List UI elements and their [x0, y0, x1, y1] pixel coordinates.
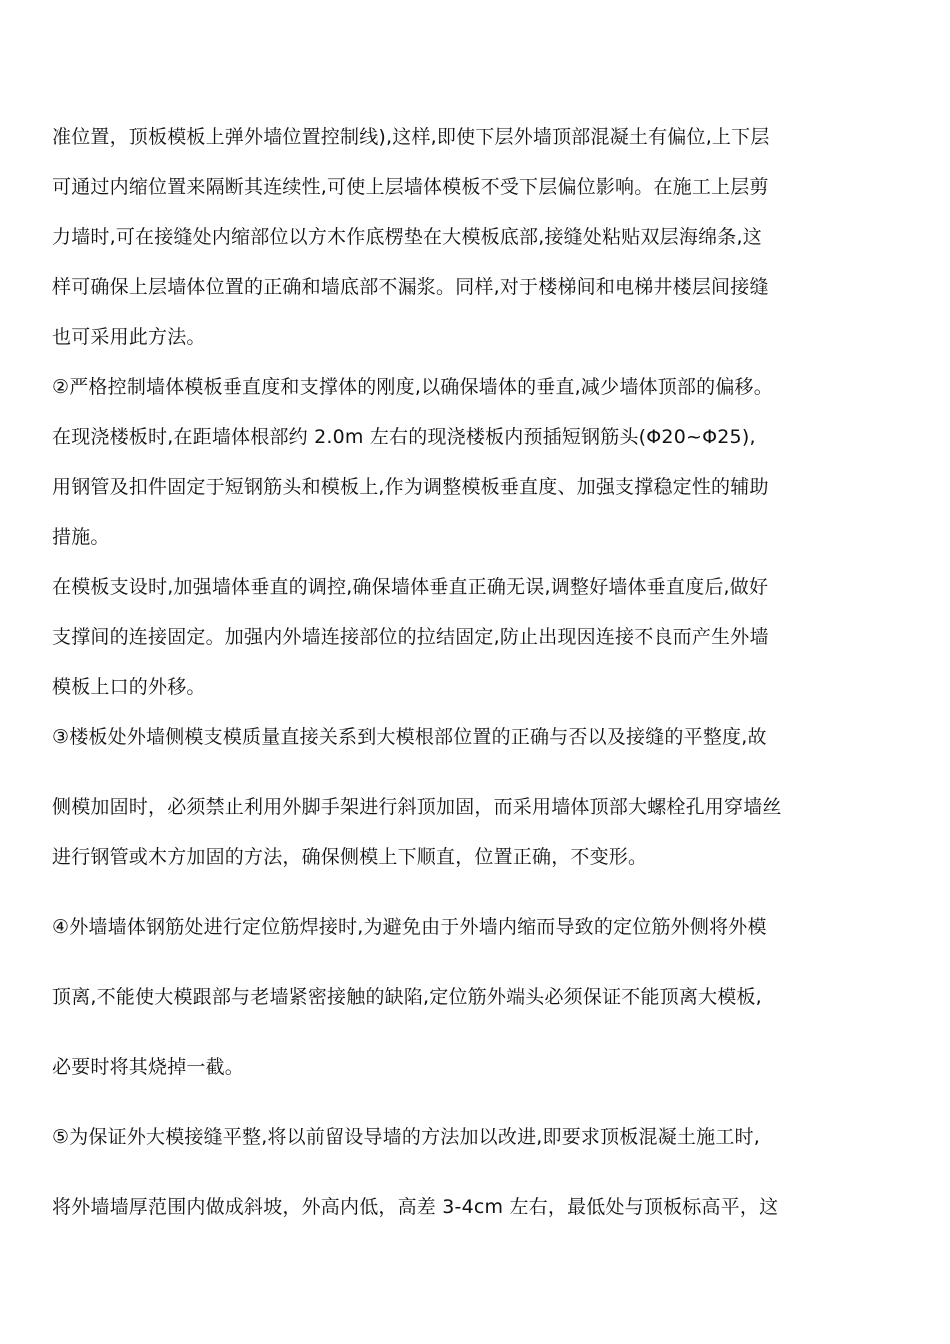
text-line: ④外墙墙体钢筋处进行定位筋焊接时,为避免由于外墙内缩而导致的定位筋外侧将外模: [52, 916, 767, 938]
text-line: 支撑间的连接固定。加强内外墙连接部位的拉结固定,防止出现因连接不良而产生外墙: [52, 626, 769, 648]
text-line: 在现浇楼板时,在距墙体根部约 2.0m 左右的现浇楼板内预插短钢筋头(Φ20~Φ25),: [52, 426, 756, 448]
text-line: ③楼板处外墙侧模支模质量直接关系到大模根部位置的正确与否以及接缝的平整度,故: [52, 726, 767, 748]
text-line: 侧模加固时，必须禁止利用外脚手架进行斜顶加固，而采用墙体顶部大螺栓孔用穿墙丝: [52, 796, 782, 818]
text-line: ⑤为保证外大模接缝平整,将以前留设导墙的方法加以改进,即要求顶板混凝土施工时,: [52, 1126, 760, 1148]
text-line: 用钢管及扣件固定于短钢筋头和模板上,作为调整模板垂直度、加强支撑稳定性的辅助: [52, 476, 769, 498]
text-line: 样可确保上层墙体位置的正确和墙底部不漏浆。同样,对于楼梯间和电梯井楼层间接缝: [52, 276, 769, 298]
text-line: 措施。: [52, 526, 110, 548]
text-line: ②严格控制墙体模板垂直度和支撑体的刚度,以确保墙体的垂直,减少墙体顶部的偏移。: [52, 376, 773, 398]
text-line: 必要时将其烧掉一截。: [52, 1056, 245, 1078]
text-line: 模板上口的外移。: [52, 676, 206, 698]
text-line: 力墙时,可在接缝处内缩部位以方木作底楞垫在大模板底部,接缝处粘贴双层海绵条,这: [52, 226, 762, 248]
text-line: 将外墙墙厚范围内做成斜坡，外高内低，高差 3-4cm 左右，最低处与顶板标高平，这: [52, 1196, 779, 1218]
text-line: 也可采用此方法。: [52, 326, 206, 348]
text-line: 进行钢管或木方加固的方法，确保侧模上下顺直，位置正确，不变形。: [52, 846, 648, 868]
text-line: 可通过内缩位置来隔断其连续性,可使上层墙体模板不受下层偏位影响。在施工上层剪: [52, 176, 769, 198]
text-line: 顶离,不能使大模跟部与老墙紧密接触的缺陷,定位筋外端头必须保证不能顶离大模板,: [52, 986, 762, 1008]
text-line: 在模板支设时,加强墙体垂直的调控,确保墙体垂直正确无误,调整好墙体垂直度后,做好: [52, 576, 769, 598]
text-line: 准位置，顶板模板上弹外墙位置控制线),这样,即使下层外墙顶部混凝土有偏位,上下层: [52, 126, 770, 148]
